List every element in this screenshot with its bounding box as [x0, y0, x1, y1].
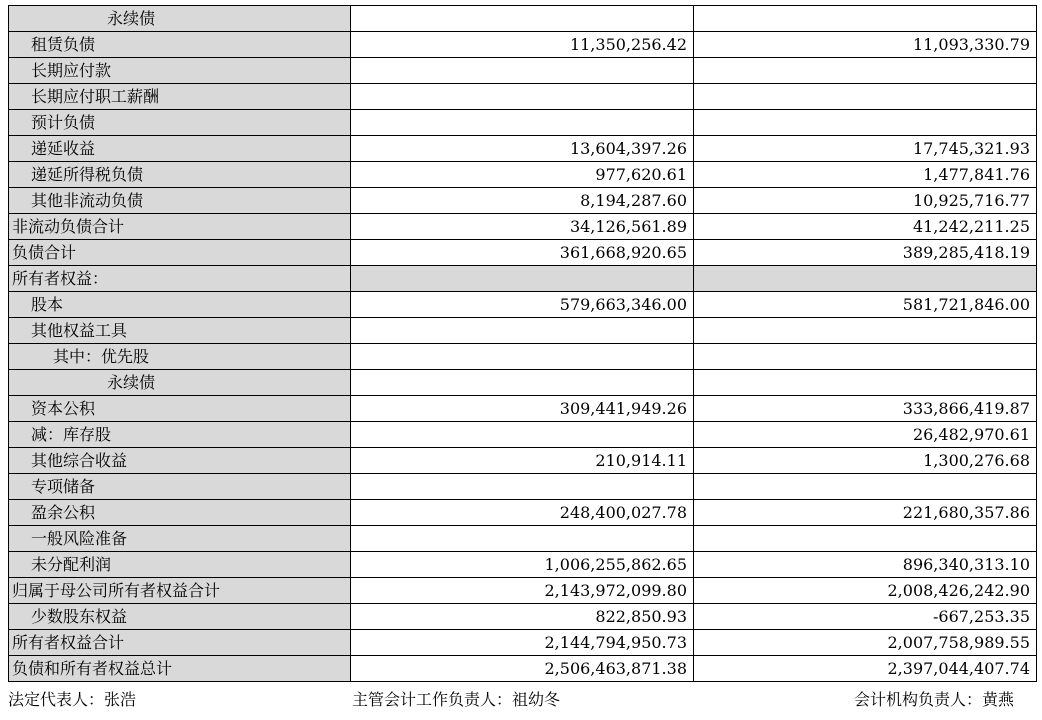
prior-value: 2,007,758,989.55 [694, 630, 1037, 656]
prior-value: -667,253.35 [694, 604, 1037, 630]
row-label: 预计负债 [9, 110, 351, 136]
row-label: 所有者权益： [9, 266, 351, 292]
table-row [9, 344, 1037, 370]
table-row [9, 240, 1037, 266]
table-row [9, 474, 1037, 500]
row-label: 递延收益 [9, 136, 351, 162]
prior-value [694, 474, 1037, 500]
current-value [351, 266, 694, 292]
legal-representative: 法定代表人：张浩 [8, 690, 137, 709]
current-value: 1,006,255,862.65 [351, 552, 694, 578]
table-row [9, 656, 1037, 682]
table-row [9, 370, 1037, 396]
row-label: 其他非流动负债 [9, 188, 351, 214]
row-label: 长期应付款 [9, 58, 351, 84]
prior-value: 2,008,426,242.90 [694, 578, 1037, 604]
current-value: 977,620.61 [351, 162, 694, 188]
current-value: 210,914.11 [351, 448, 694, 474]
table-row [9, 162, 1037, 188]
table-row [9, 188, 1037, 214]
current-value: 248,400,027.78 [351, 500, 694, 526]
prior-value: 17,745,321.93 [694, 136, 1037, 162]
row-label: 其中：优先股 [9, 344, 351, 370]
row-label: 其他权益工具 [9, 318, 351, 344]
row-label: 非流动负债合计 [9, 214, 351, 240]
row-label: 负债合计 [9, 240, 351, 266]
row-label: 一般风险准备 [9, 526, 351, 552]
table-row [9, 630, 1037, 656]
table-row [9, 578, 1037, 604]
row-label: 专项储备 [9, 474, 351, 500]
row-label: 长期应付职工薪酬 [9, 84, 351, 110]
prior-value [694, 84, 1037, 110]
row-label: 永续债 [9, 6, 351, 32]
prior-value: 26,482,970.61 [694, 422, 1037, 448]
row-label: 归属于母公司所有者权益合计 [9, 578, 351, 604]
table-row [9, 136, 1037, 162]
table-row [9, 604, 1037, 630]
prior-value: 333,866,419.87 [694, 396, 1037, 422]
row-label: 资本公积 [9, 396, 351, 422]
prior-value: 1,477,841.76 [694, 162, 1037, 188]
prior-value [694, 526, 1037, 552]
current-value: 2,144,794,950.73 [351, 630, 694, 656]
prior-value: 896,340,313.10 [694, 552, 1037, 578]
table-row [9, 32, 1037, 58]
current-value [351, 422, 694, 448]
current-value: 13,604,397.26 [351, 136, 694, 162]
table-row [9, 110, 1037, 136]
row-label: 负债和所有者权益总计 [9, 656, 351, 682]
table-row [9, 292, 1037, 318]
table-row [9, 448, 1037, 474]
table-row [9, 526, 1037, 552]
row-label: 少数股东权益 [9, 604, 351, 630]
current-value [351, 344, 694, 370]
current-value: 2,143,972,099.80 [351, 578, 694, 604]
row-label: 租赁负债 [9, 32, 351, 58]
current-value: 822,850.93 [351, 604, 694, 630]
row-label: 所有者权益合计 [9, 630, 351, 656]
current-value: 579,663,346.00 [351, 292, 694, 318]
row-label: 减：库存股 [9, 422, 351, 448]
table-row [9, 318, 1037, 344]
prior-value: 581,721,846.00 [694, 292, 1037, 318]
current-value: 2,506,463,871.38 [351, 656, 694, 682]
row-label: 永续债 [9, 370, 351, 396]
current-value: 34,126,561.89 [351, 214, 694, 240]
prior-value: 11,093,330.79 [694, 32, 1037, 58]
current-value [351, 474, 694, 500]
current-value: 11,350,256.42 [351, 32, 694, 58]
current-value [351, 58, 694, 84]
row-label: 递延所得税负债 [9, 162, 351, 188]
table-row [9, 552, 1037, 578]
table-row [9, 266, 1037, 292]
current-value [351, 110, 694, 136]
prior-value: 389,285,418.19 [694, 240, 1037, 266]
prior-value [694, 318, 1037, 344]
prior-value: 221,680,357.86 [694, 500, 1037, 526]
prior-value: 10,925,716.77 [694, 188, 1037, 214]
table-row [9, 214, 1037, 240]
current-value [351, 6, 694, 32]
table-row [9, 500, 1037, 526]
prior-value [694, 110, 1037, 136]
table-row [9, 6, 1037, 32]
current-value [351, 318, 694, 344]
prior-value: 2,397,044,407.74 [694, 656, 1037, 682]
table-row [9, 422, 1037, 448]
current-value: 8,194,287.60 [351, 188, 694, 214]
row-label: 盈余公积 [9, 500, 351, 526]
accounting-org-head: 会计机构负责人：黄燕 [853, 690, 1014, 709]
prior-value: 1,300,276.68 [694, 448, 1037, 474]
table-row [9, 58, 1037, 84]
table-row [9, 84, 1037, 110]
signature-footer [0, 687, 1042, 713]
current-value: 361,668,920.65 [351, 240, 694, 266]
current-value [351, 84, 694, 110]
prior-value: 41,242,211.25 [694, 214, 1037, 240]
row-label: 未分配利润 [9, 552, 351, 578]
prior-value [694, 370, 1037, 396]
balance-sheet-table [8, 5, 1037, 682]
current-value [351, 526, 694, 552]
accounting-head: 主管会计工作负责人：祖幼冬 [352, 690, 561, 709]
current-value [351, 370, 694, 396]
row-label: 股本 [9, 292, 351, 318]
prior-value [694, 58, 1037, 84]
table-row [9, 396, 1037, 422]
current-value: 309,441,949.26 [351, 396, 694, 422]
prior-value [694, 6, 1037, 32]
prior-value [694, 344, 1037, 370]
prior-value [694, 266, 1037, 292]
balance-sheet-table-container [8, 5, 1037, 682]
row-label: 其他综合收益 [9, 448, 351, 474]
